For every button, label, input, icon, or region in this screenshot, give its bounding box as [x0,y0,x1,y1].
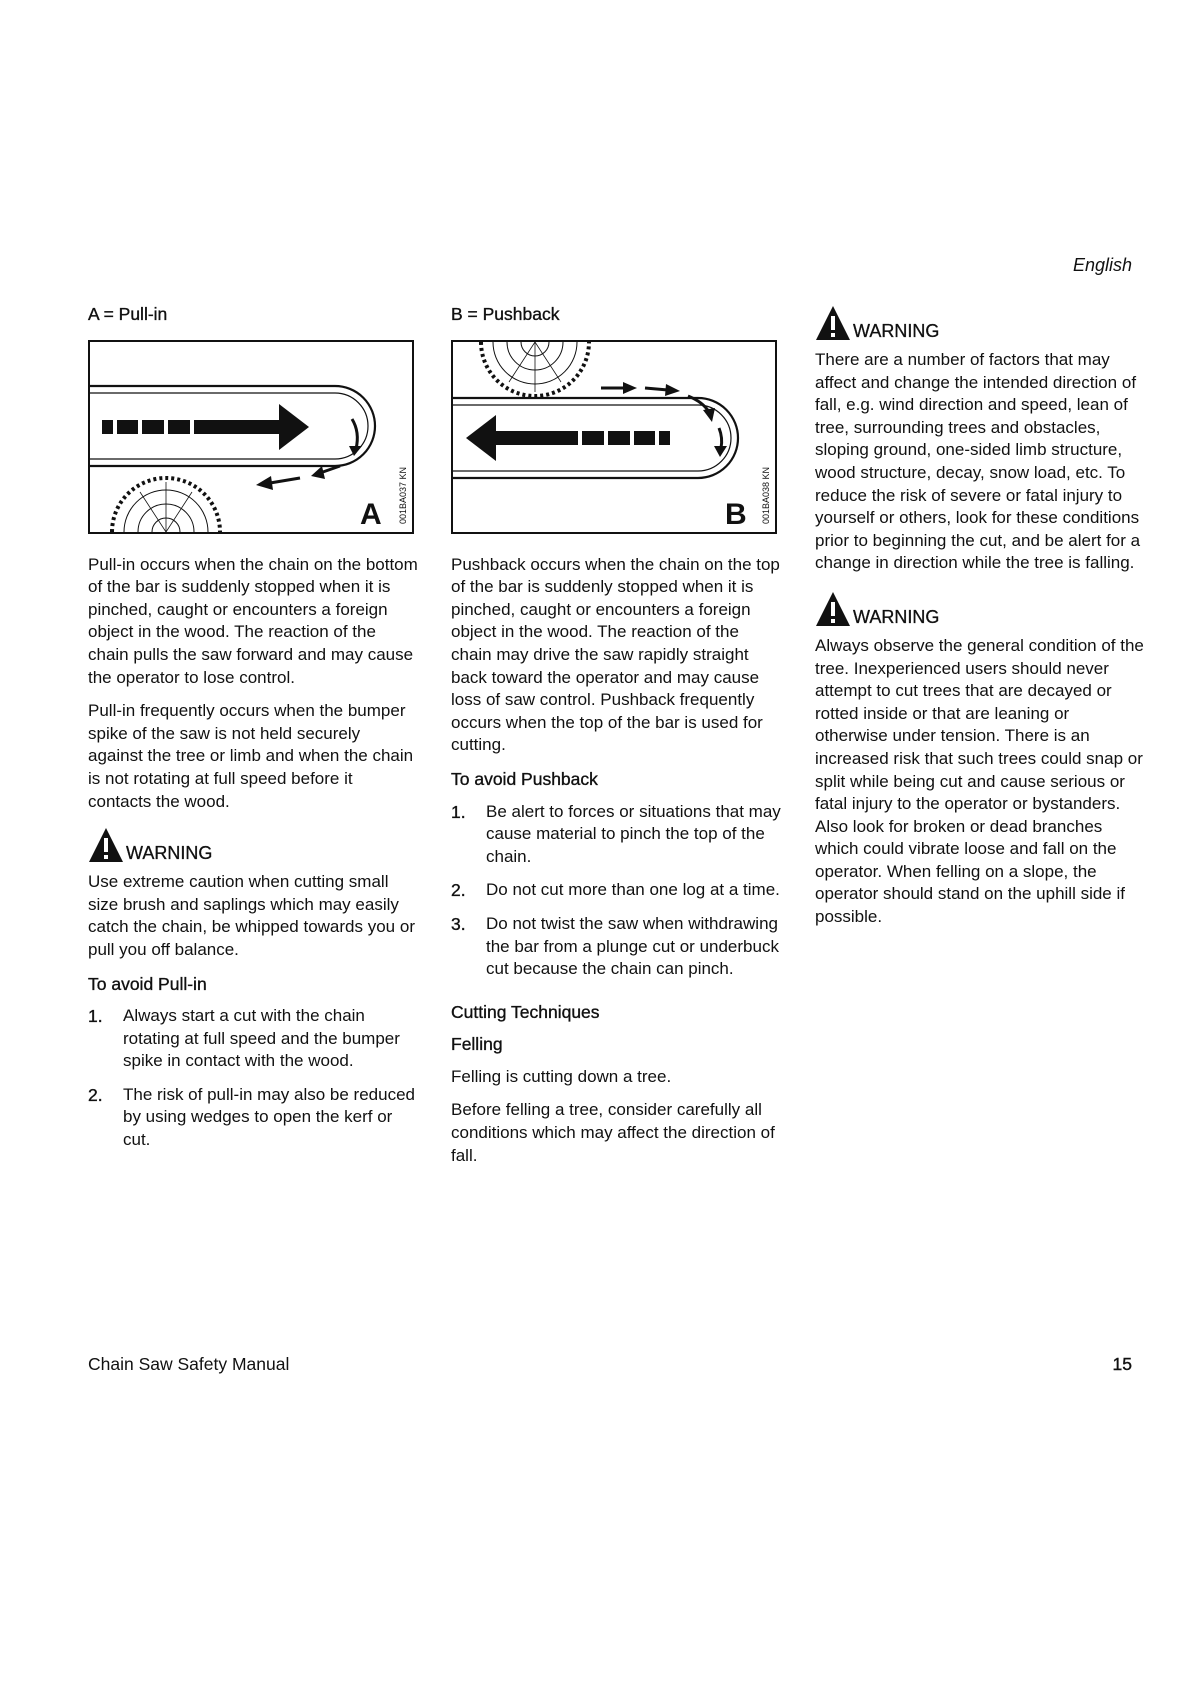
pull-in-heading: A = Pull-in [88,304,168,324]
warning-triangle-icon [815,305,851,341]
avoid-pull-in-heading: To avoid Pull-in [88,973,207,994]
step-text: Do not cut more than one log at a time. [486,880,780,900]
pushback-paragraph: Pushback occurs when the chain on the top of the bar is suddenly stopped when it is pinched, caught or encounters a foreign object in the wood. The reaction of the chain may drive the saw rapidly straight back toward the operator and may cause loss of saw control. Pushback frequently occurs when the top of the bar is used for cutting. [451,554,780,755]
pull-in-illustration [90,342,412,532]
felling-paragraph: Felling is cutting down a tree. [451,1066,672,1086]
warning-block [88,827,418,863]
step-number: 3. [451,913,466,934]
list-item [88,1084,418,1152]
figure-code: 001BA037 KN [398,466,408,524]
pushback-figure [451,340,777,534]
warning-label: WARNING [853,321,940,341]
column-pull-in [88,303,418,1163]
cutting-techniques-heading: Cutting Techniques [451,1001,600,1022]
warning-block [815,305,1145,341]
language-label: English [1072,255,1132,275]
warning-text: Always observe the general condition of the tree. Inexperienced users should never attempt to cut trees that are decayed or rotted inside or that are leaning or otherwise under tension. There is an increased risk that such trees could snap or split while being cut and cause serious or fatal injury to the operator or bystanders. Also look for broken or dead branches which could vibrate loose and fall on the operator. When felling on a slope, the operator should stand on the uphill side if possible. [815,635,1144,927]
warning-triangle-icon [88,827,124,863]
list-item [451,913,781,981]
page-number: 15 [1112,1354,1132,1374]
warning-triangle-icon [815,591,851,627]
warning-block [815,591,1145,627]
step-number: 2. [451,880,466,901]
avoid-pushback-heading: To avoid Pushback [451,768,598,789]
footer-title: Chain Saw Safety Manual [88,1354,290,1374]
step-text: Always start a cut with the chain rotating at full speed and the bumper spike in contact with the wood. [123,1006,400,1071]
felling-heading: Felling [451,1034,503,1055]
warning-text: There are a number of factors that may affect and change the intended direction of fall, e.g. wind direction and speed, lean of tree, surrounding trees and obstacles, sloping ground, one-sided limb structure, wood structure, decay, snow load, etc. To reduce the risk of severe or fatal injury to yourself or others, look for these conditions prior to beginning the cut, and be alert for a change in direction while the tree is falling. [815,350,1141,573]
step-number: 1. [451,801,466,822]
warning-label: WARNING [126,843,213,864]
warning-label: WARNING [853,606,940,627]
pull-in-figure [88,340,414,534]
figure-letter: B [725,497,747,531]
list-item [451,879,781,902]
list-item [88,1005,418,1073]
step-number: 2. [88,1084,103,1105]
pushback-steps [451,801,781,981]
pull-in-paragraph: Pull-in occurs when the chain on the bottom of the bar is suddenly stopped when it is pinched, caught or encounters a foreign object in the wood. The reaction of the chain pulls the saw forward and may cause the operator to lose control. [88,554,418,687]
figure-code: 001BA038 KN [761,466,771,524]
pushback-illustration [453,342,775,532]
list-item [451,801,781,869]
step-number: 1. [88,1006,103,1027]
pull-in-steps [88,1005,418,1152]
column-pushback [451,303,781,1178]
step-text: The risk of pull-in may also be reduced by using wedges to open the kerf or cut. [123,1084,415,1150]
pull-in-paragraph: Pull-in frequently occurs when the bumper spike of the saw is not held securely against the tree or limb and when the chain is not rotating at full speed before it contacts the wood. [88,701,414,811]
step-text: Do not twist the saw when withdrawing the bar from a plunge cut or underbuck cut because the chain can pinch. [486,913,779,979]
felling-paragraph: Before felling a tree, consider carefully all conditions which may affect the direction of fall. [451,1100,775,1165]
step-text: Be alert to forces or situations that may cause material to pinch the top of the chain. [486,801,781,866]
warning-text: Use extreme caution when cutting small size brush and saplings which may easily catch the chain, be whipped towards you or pull you off balance. [88,872,415,959]
pushback-heading: B = Pushback [451,304,560,324]
figure-letter: A [360,497,382,531]
column-warnings [815,305,1145,940]
